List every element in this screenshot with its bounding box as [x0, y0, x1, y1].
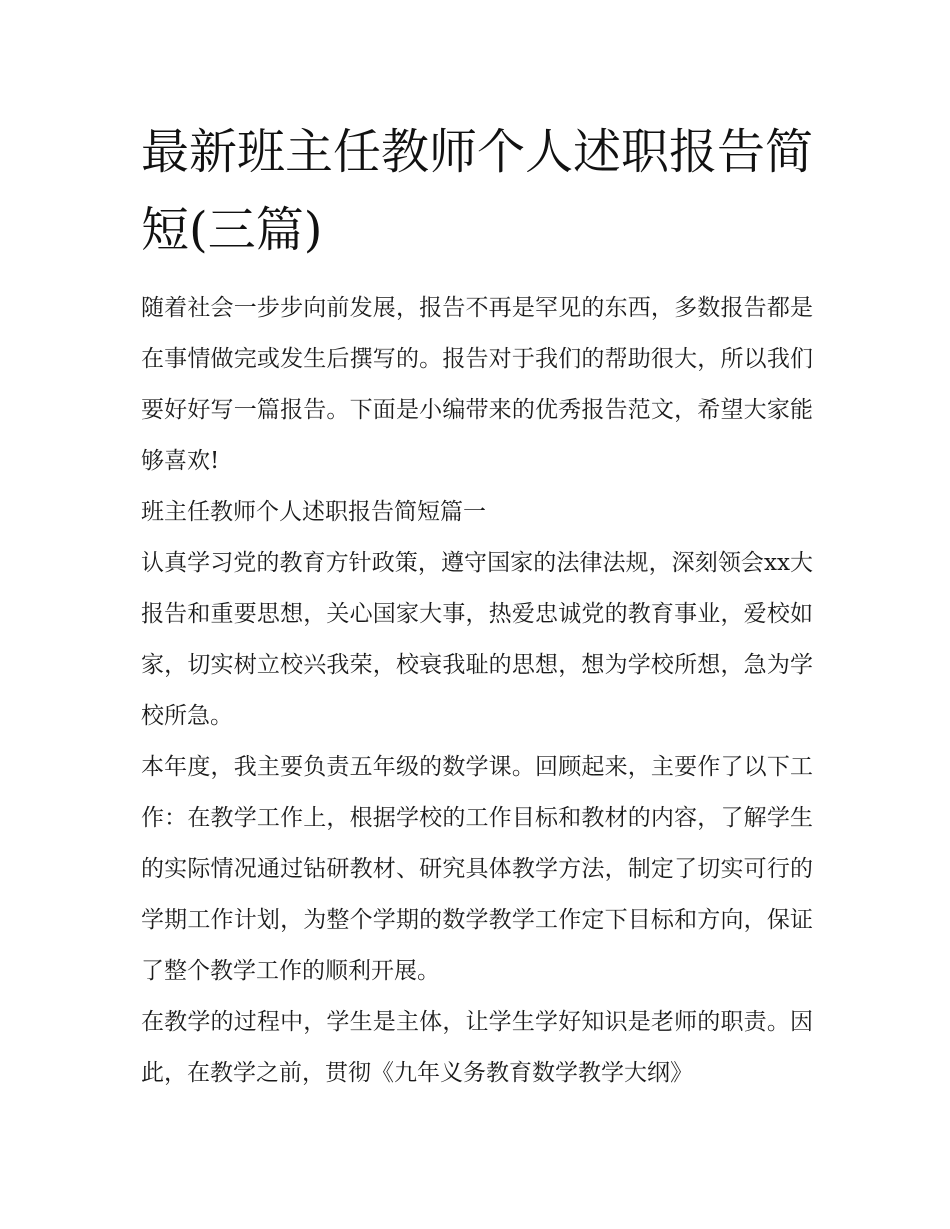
document-content: [141, 113, 813, 1099]
body-paragraph: 在教学的过程中，学生是主体，让学生学好知识是老师的职责。因此，在教学之前，贯彻《九年义务教育数学教学大纲》: [141, 1009, 813, 1086]
body-paragraph: 本年度，我主要负责五年级的数学课。回顾起来，主要作了以下工作：在教学工作上，根据学校的工作目标和教材的内容，了解学生的实际情况通过钻研教材、研究具体教学方法，制定了切实可行的学期工作计划，为整个学期的数学教学工作定下目标和方向，保证了整个教学工作的顺利开展。: [141, 754, 813, 984]
intro-paragraph: 随着社会一步步向前发展，报告不再是罕见的东西，多数报告都是在事情做完或发生后撰写的。报告对于我们的帮助很大，所以我们要好好写一篇报告。下面是小编带来的优秀报告范文，希望大家能够喜欢!: [141, 295, 813, 474]
body-paragraph: 认真学习党的教育方针政策，遵守国家的法律法规，深刻领会xx大报告和重要思想，关心国家大事，热爱忠诚党的教育事业，爱校如家，切实树立校兴我荣，校衰我耻的思想，想为学校所想，急为学校所急。: [141, 550, 813, 729]
document-title: 最新班主任教师个人述职报告简短(三篇): [141, 124, 814, 258]
section-heading: 班主任教师个人述职报告简短篇一: [141, 499, 486, 525]
document-body: [141, 283, 813, 1099]
